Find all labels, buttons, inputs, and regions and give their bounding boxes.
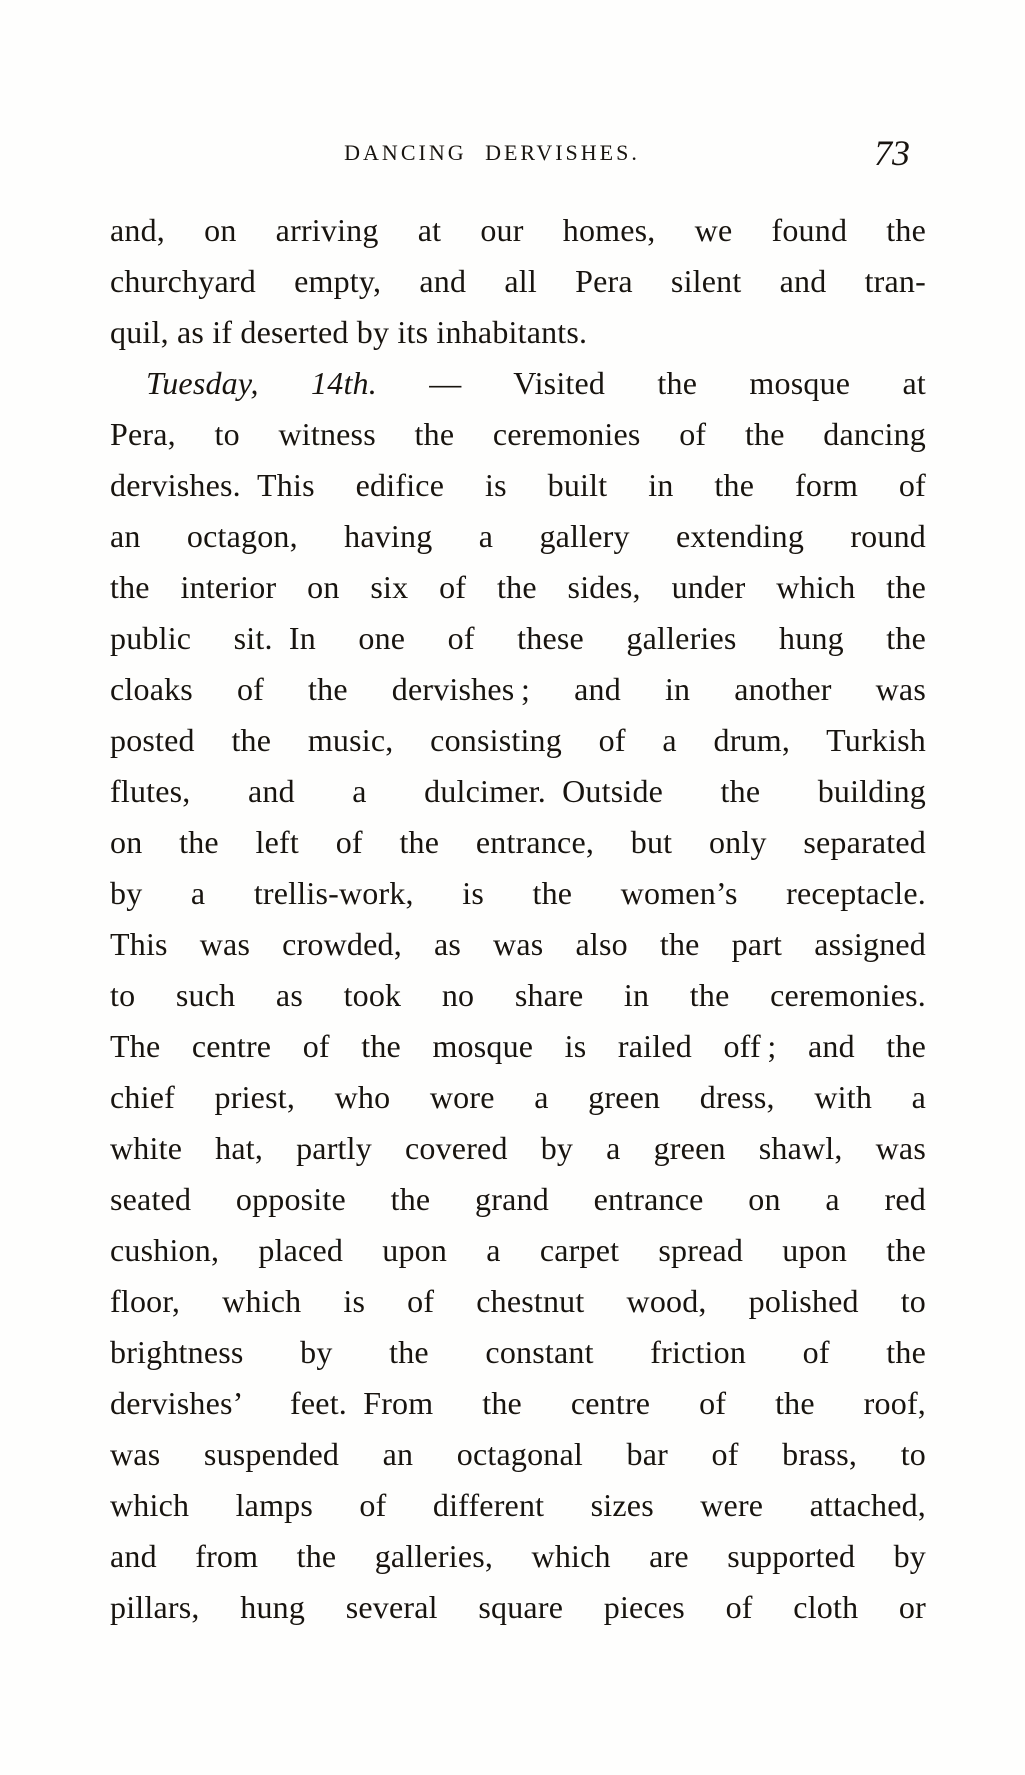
text-segment: This was crowded, as was also the part assigned	[110, 926, 926, 962]
text-line	[110, 1480, 926, 1531]
text-line	[110, 205, 926, 256]
text-segment: was suspended an octagonal bar of brass, to	[110, 1436, 926, 1472]
running-header-title: DANCING DERVISHES.	[344, 140, 640, 165]
text-line	[110, 970, 926, 1021]
text-line	[110, 1429, 926, 1480]
text-segment: by a trellis-work, is the women’s receptacle.	[110, 875, 926, 911]
text-line	[110, 664, 926, 715]
text-line	[110, 1327, 926, 1378]
text-segment: chief priest, who wore a green dress, with a	[110, 1079, 926, 1115]
text-line	[110, 358, 926, 409]
text-line	[110, 817, 926, 868]
text-segment: and from the galleries, which are supported by	[110, 1538, 926, 1574]
text-segment: public sit. In one of these galleries hung the	[110, 620, 926, 656]
text-line	[110, 1174, 926, 1225]
text-line	[110, 409, 926, 460]
text-line	[110, 1531, 926, 1582]
text-line	[110, 1378, 926, 1429]
text-segment: seated opposite the grand entrance on a red	[110, 1181, 926, 1217]
text-segment: dervishes’ feet. From the centre of the roof,	[110, 1385, 926, 1421]
italic-text-segment: Tuesday, 14th.	[146, 365, 377, 401]
text-line	[110, 460, 926, 511]
text-segment: white hat, partly covered by a green shawl, was	[110, 1130, 926, 1166]
text-segment: floor, which is of chestnut wood, polished to	[110, 1283, 926, 1319]
text-segment: to such as took no share in the ceremonies.	[110, 977, 926, 1013]
text-segment: brightness by the constant friction of the	[110, 1334, 926, 1370]
page-header	[110, 130, 926, 176]
text-segment: Pera, to witness the ceremonies of the dancing	[110, 416, 926, 452]
text-line	[110, 766, 926, 817]
text-segment: dervishes. This edifice is built in the form of	[110, 467, 926, 503]
text-line	[110, 511, 926, 562]
text-segment: The centre of the mosque is railed off ; and the	[110, 1028, 926, 1064]
text-line	[110, 307, 926, 358]
text-line	[110, 1123, 926, 1174]
text-segment: — Visited the mosque at	[376, 365, 926, 401]
text-segment: pillars, hung several square pieces of cloth or	[110, 1589, 926, 1625]
text-line	[110, 868, 926, 919]
text-segment: an octagon, having a gallery extending round	[110, 518, 926, 554]
text-segment: posted the music, consisting of a drum, Turkish	[110, 722, 926, 758]
text-segment: and, on arriving at our homes, we found the	[110, 212, 926, 248]
page-number: 73	[874, 133, 910, 173]
text-line	[110, 1021, 926, 1072]
text-segment: quil, as if deserted by its inhabitants.	[110, 314, 588, 350]
text-line	[110, 562, 926, 613]
text-line	[110, 1276, 926, 1327]
text-segment: cloaks of the dervishes ; and in another was	[110, 671, 926, 707]
text-line	[110, 256, 926, 307]
text-line	[110, 1225, 926, 1276]
text-line	[110, 1582, 926, 1633]
text-segment: flutes, and a dulcimer. Outside the building	[110, 773, 926, 809]
text-segment: which lamps of different sizes were attached,	[110, 1487, 926, 1523]
page-body	[110, 205, 926, 1633]
text-segment: churchyard empty, and all Pera silent and tran-	[110, 263, 926, 299]
text-segment: the interior on six of the sides, under which the	[110, 569, 926, 605]
text-segment: on the left of the entrance, but only separated	[110, 824, 926, 860]
text-segment: cushion, placed upon a carpet spread upon the	[110, 1232, 926, 1268]
text-line	[110, 919, 926, 970]
text-line	[110, 613, 926, 664]
text-line	[110, 1072, 926, 1123]
text-line	[110, 715, 926, 766]
